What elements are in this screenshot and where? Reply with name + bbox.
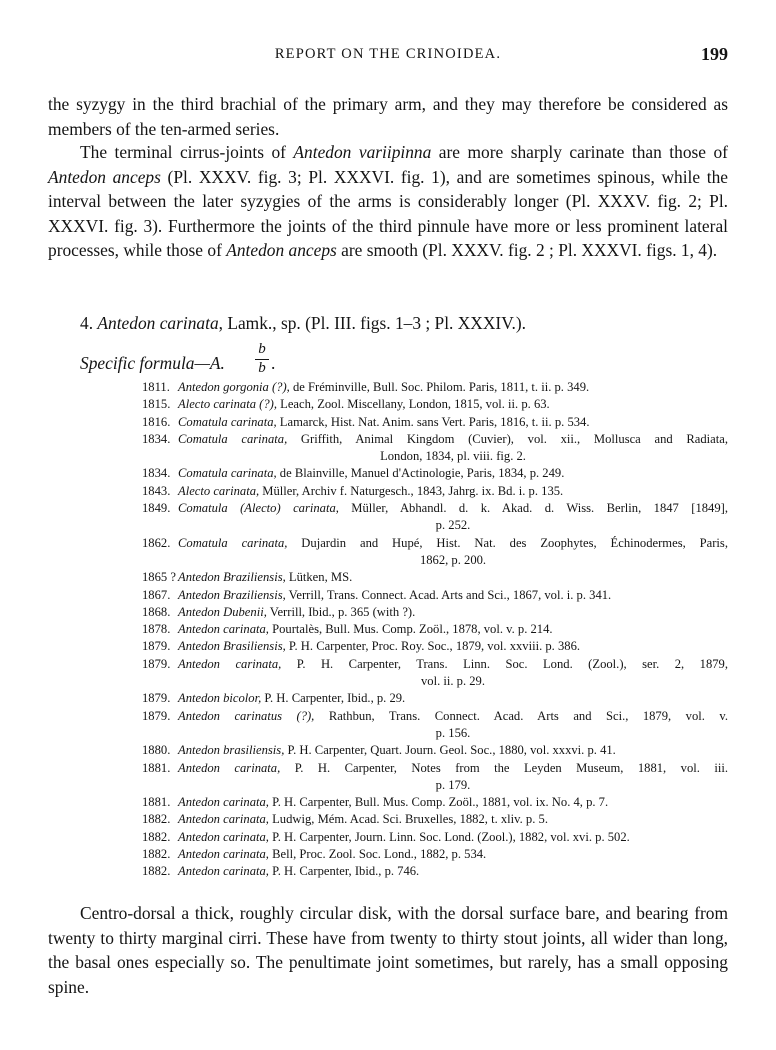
para2-species-anceps: Antedon anceps	[48, 166, 161, 187]
synonymy-taxon-name: Antedon carinata,	[178, 760, 281, 775]
synonymy-entry	[142, 604, 728, 621]
synonymy-citation	[178, 621, 728, 638]
synonymy-taxon-name: Antedon carinata,	[178, 812, 269, 827]
synonymy-citation	[178, 414, 728, 431]
synonymy-entry	[142, 465, 728, 482]
synonymy-entry	[142, 483, 728, 500]
synonymy-reference: de Fréminville, Bull. Soc. Philom. Paris, 1811, t. ii. p. 349.	[289, 380, 590, 394]
synonymy-citation	[178, 396, 728, 413]
synonymy-citation	[178, 500, 728, 517]
synonymy-taxon-name: Antedon bicolor,	[178, 691, 262, 706]
paragraph-cirrus-joints	[48, 140, 728, 263]
synonymy-reference: P. H. Carpenter, Notes from the Leyden Museum, 1881, vol. iii.	[280, 760, 728, 775]
synonymy-entry	[142, 379, 728, 396]
synonymy-reference: Ludwig, Mém. Acad. Sci. Bruxelles, 1882, t. xliv. p. 5.	[268, 812, 548, 827]
synonymy-year: 1834.	[142, 466, 171, 481]
synonymy-reference: Griffith, Animal Kingdom (Cuvier), vol. xii., Mollusca and Radiata,	[287, 431, 728, 446]
synonymy-entry	[142, 708, 728, 743]
synonymy-year: 1843.	[142, 483, 171, 498]
synonymy-taxon-name: Antedon carinata,	[178, 622, 269, 637]
synonymy-citation	[178, 587, 728, 604]
species-name: Antedon carinata	[97, 313, 219, 333]
synonymy-citation	[178, 829, 728, 846]
synonymy-taxon-name: Comatula carinata,	[178, 431, 288, 446]
synonymy-entry	[142, 829, 728, 846]
synonymy-taxon-name: Alecto carinata (?),	[178, 397, 277, 412]
synonymy-reference: P. H. Carpenter, Quart. Journ. Geol. Soc., 1880, vol. xxxvi. p. 41.	[284, 743, 616, 758]
synonymy-taxon-name: Antedon carinata,	[178, 829, 269, 844]
para2-s1: The terminal cirrus-joints of	[80, 142, 294, 162]
running-head	[48, 46, 728, 70]
synonymy-citation	[178, 760, 728, 777]
synonymy-citation	[178, 742, 728, 759]
synonymy-citation	[178, 638, 728, 655]
synonymy-citation	[178, 708, 728, 725]
synonymy-year: 1878.	[142, 622, 171, 637]
synonymy-year: 1879.	[142, 708, 171, 723]
synonymy-continuation: London, 1834, pl. viii. fig. 2.	[380, 449, 526, 464]
synonymy-year: 1865 ?	[142, 570, 176, 585]
formula-fraction	[255, 340, 269, 376]
synonymy-citation	[178, 431, 728, 448]
synonymy-reference: P. H. Carpenter, Journ. Linn. Soc. Lond. (Zool.), 1882, vol. xvi. p. 502.	[268, 829, 630, 844]
synonymy-year: 1867.	[142, 587, 171, 602]
synonymy-reference: P. H. Carpenter, Bull. Mus. Comp. Zoöl., 1881, vol. ix. No. 4, p. 7.	[268, 795, 609, 810]
synonymy-entry	[142, 587, 728, 604]
synonymy-reference: Müller, Abhandl. d. k. Akad. d. Wiss. Berlin, 1847 [1849],	[338, 501, 728, 516]
paragraph-centro-dorsal: Centro-dorsal a thick, roughly circular disk, with the dorsal surface bare, and bearing from twenty to thirty marginal cirri. These have from twenty to thirty stout joints, all wider than long, the basal ones especially so. The penultimate joint sometimes, but rarely, has a small opposing spine.	[48, 903, 728, 997]
synonymy-entry	[142, 760, 728, 795]
para2-s3: (Pl. XXXV. fig. 3; Pl. XXXVI. fig. 1), and are sometimes spinous, while the interval between the later syzygies of the arms is considerably longer (Pl. XXXV. fig. 2; Pl. XXXVI. fig. 3). Furthermore the joints of the third pinnule have more or less prominent lateral processes, while those of	[48, 166, 729, 261]
synonymy-taxon-name: Antedon gorgonia (?),	[178, 380, 290, 394]
synonymy-entry	[142, 431, 728, 466]
synonymy-taxon-name: Antedon carinata,	[178, 847, 269, 862]
synonymy-entry	[142, 396, 728, 413]
species-number: 4.	[80, 313, 94, 333]
synonymy-year: 1881.	[142, 760, 171, 775]
synonymy-entry	[142, 690, 728, 707]
synonymy-citation	[178, 794, 728, 811]
para2-species-anceps-2: Antedon anceps	[226, 240, 337, 261]
synonymy-year: 1816.	[142, 414, 171, 429]
synonymy-reference: P. H. Carpenter, Proc. Roy. Soc., 1879, vol. xxviii. p. 386.	[285, 639, 581, 654]
synonymy-reference: Dujardin and Hupé, Hist. Nat. des Zoophytes, Échinodermes, Paris,	[287, 535, 728, 550]
synonymy-continuation: 1862, p. 200.	[419, 552, 487, 567]
synonymy-entry	[142, 414, 728, 431]
synonymy-entry	[142, 535, 728, 570]
synonymy-list	[142, 379, 728, 881]
synonymy-taxon-name: Antedon carinata,	[178, 795, 269, 810]
synonymy-reference: Lütken, MS.	[285, 570, 353, 585]
synonymy-entry	[142, 656, 728, 691]
synonymy-reference: de Blainville, Manuel d'Actinologie, Paris, 1834, p. 249.	[276, 466, 565, 481]
formula-end: .	[271, 353, 276, 373]
synonymy-entry	[142, 621, 728, 638]
synonymy-year: 1879.	[142, 691, 171, 706]
synonymy-continuation: p. 252.	[435, 518, 471, 533]
para2-species-variipinna: Antedon variipinna	[293, 142, 432, 162]
synonymy-year: 1834.	[142, 431, 171, 446]
synonymy-citation	[178, 811, 728, 828]
synonymy-year: 1881.	[142, 795, 171, 810]
synonymy-year: 1879.	[142, 639, 171, 654]
synonymy-citation	[178, 656, 728, 673]
synonymy-entry	[142, 811, 728, 828]
synonymy-entry	[142, 794, 728, 811]
paragraph-syzygy: the syzygy in the third brachial of the primary arm, and they may therefore be considered as members of the ten-armed series.	[48, 94, 728, 139]
para2-s4: are smooth (Pl. XXXV. fig. 2 ; Pl. XXXVI. figs. 1, 4).	[336, 240, 718, 261]
synonymy-continuation: vol. ii. p. 29.	[420, 674, 486, 689]
synonymy-year: 1882.	[142, 847, 171, 862]
synonymy-entry	[142, 846, 728, 863]
synonymy-citation	[178, 690, 728, 707]
synonymy-citation	[178, 846, 728, 863]
synonymy-reference: Pourtalès, Bull. Mus. Comp. Zoöl., 1878, vol. v. p. 214.	[268, 622, 553, 637]
synonymy-citation	[178, 569, 728, 586]
synonymy-entry	[142, 863, 728, 880]
synonymy-taxon-name: Antedon carinata,	[178, 864, 269, 879]
synonymy-reference: Verrill, Trans. Connect. Acad. Arts and Sci., 1867, vol. i. p. 341.	[285, 587, 612, 602]
formula-denominator: b	[258, 360, 266, 376]
synonymy-continuation: p. 156.	[435, 725, 471, 740]
synonymy-taxon-name: Antedon Dubenii,	[178, 604, 267, 619]
synonymy-citation	[178, 863, 728, 880]
synonymy-taxon-name: Antedon carinata,	[178, 656, 282, 671]
synonymy-taxon-name: Antedon brasiliensis,	[178, 743, 285, 758]
species-heading	[80, 313, 526, 334]
synonymy-taxon-name: Comatula carinata,	[178, 414, 277, 429]
synonymy-year: 1849.	[142, 501, 171, 516]
synonymy-reference: Verrill, Ibid., p. 365 (with ?).	[266, 604, 416, 619]
synonymy-citation	[178, 465, 728, 482]
synonymy-entry	[142, 742, 728, 759]
synonymy-taxon-name: Antedon Braziliensis,	[178, 587, 286, 602]
synonymy-entry	[142, 500, 728, 535]
synonymy-taxon-name: Comatula carinata,	[178, 535, 288, 550]
para2-s2: are more sharply carinate than those of	[431, 142, 728, 162]
synonymy-year: 1815.	[142, 397, 171, 412]
synonymy-year: 1880.	[142, 743, 171, 758]
formula-label: Specific formula—A.	[80, 353, 225, 373]
synonymy-entry	[142, 569, 728, 586]
synonymy-reference: Bell, Proc. Zool. Soc. Lond., 1882, p. 534.	[268, 847, 487, 862]
species-heading-rest: , Lamk., sp. (Pl. III. figs. 1–3 ; Pl. XXXIV.).	[218, 313, 527, 333]
synonymy-taxon-name: Antedon carinatus (?),	[178, 708, 315, 723]
synonymy-taxon-name: Antedon Brasiliensis,	[178, 639, 286, 654]
running-head-title: REPORT ON THE CRINOIDEA.	[274, 46, 502, 62]
synonymy-reference: P. H. Carpenter, Trans. Linn. Soc. Lond. (Zool.), ser. 2, 1879,	[281, 656, 728, 671]
synonymy-year: 1811.	[142, 380, 170, 394]
formula-numerator: b	[258, 341, 266, 357]
synonymy-citation	[178, 379, 728, 396]
synonymy-reference: Müller, Archiv f. Naturgesch., 1843, Jahrg. ix. Bd. i. p. 135.	[259, 483, 564, 498]
synonymy-citation	[178, 483, 728, 500]
page-number: 199	[701, 44, 728, 64]
synonymy-taxon-name: Comatula carinata,	[178, 466, 277, 481]
synonymy-reference: P. H. Carpenter, Ibid., p. 746.	[268, 864, 420, 879]
synonymy-year: 1868.	[142, 604, 171, 619]
synonymy-citation	[178, 604, 728, 621]
synonymy-reference: P. H. Carpenter, Ibid., p. 29.	[261, 691, 406, 706]
synonymy-entry	[142, 638, 728, 655]
synonymy-citation	[178, 535, 728, 552]
synonymy-year: 1879.	[142, 656, 171, 671]
synonymy-year: 1882.	[142, 829, 171, 844]
synonymy-taxon-name: Antedon Braziliensis,	[178, 570, 286, 585]
synonymy-year: 1862.	[142, 535, 171, 550]
synonymy-reference: Lamarck, Hist. Nat. Anim. sans Vert. Paris, 1816, t. ii. p. 534.	[276, 414, 590, 429]
synonymy-continuation: p. 179.	[435, 777, 471, 792]
synonymy-year: 1882.	[142, 864, 171, 879]
synonymy-reference: Leach, Zool. Miscellany, London, 1815, vol. ii. p. 63.	[276, 397, 550, 412]
synonymy-year: 1882.	[142, 812, 171, 827]
synonymy-taxon-name: Alecto carinata,	[178, 483, 260, 498]
synonymy-reference: Rathbun, Trans. Connect. Acad. Arts and Sci., 1879, vol. v.	[314, 708, 728, 723]
synonymy-taxon-name: Comatula (Alecto) carinata,	[178, 501, 339, 516]
